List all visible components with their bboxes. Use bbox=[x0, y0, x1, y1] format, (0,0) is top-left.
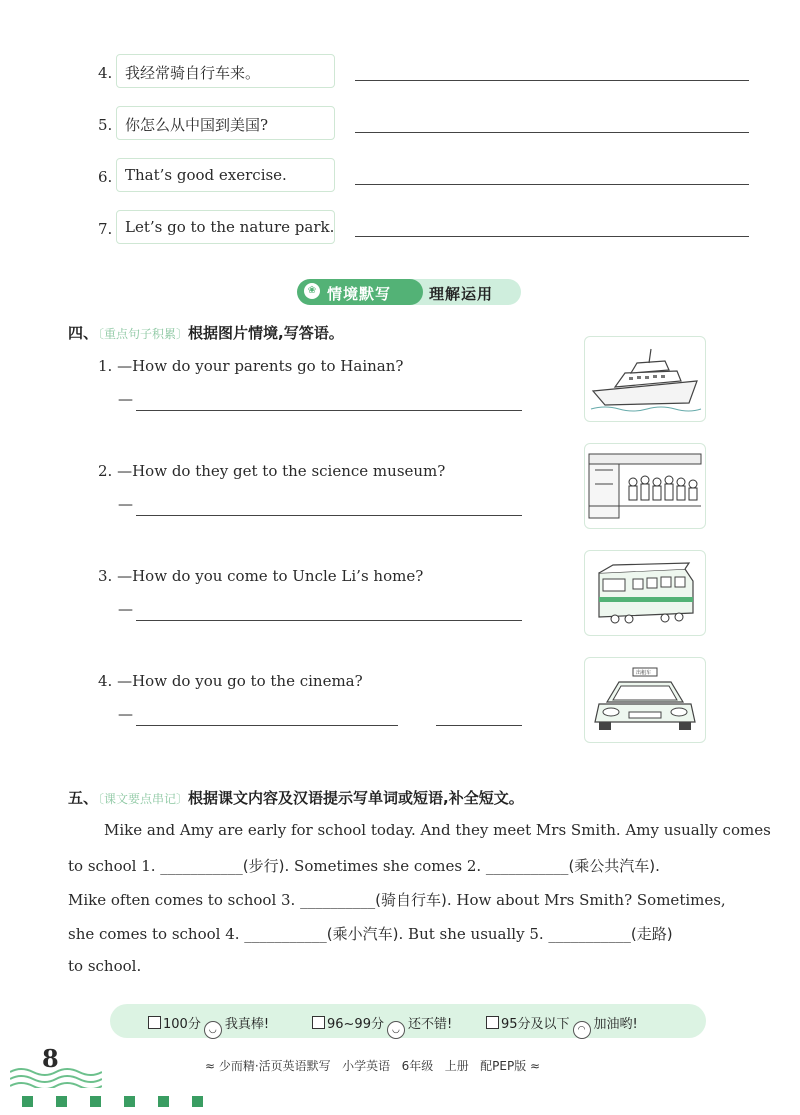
footer-series: ≈ 少而精·活页英语默写 bbox=[205, 1059, 331, 1073]
answer-line[interactable] bbox=[355, 184, 749, 185]
footer-square bbox=[158, 1096, 169, 1107]
banner-title-pill bbox=[297, 279, 423, 305]
section5-heading bbox=[68, 787, 524, 808]
passage-line-2 bbox=[68, 855, 660, 876]
footer-square bbox=[192, 1096, 203, 1107]
footer-grade: 6年级 bbox=[401, 1059, 434, 1073]
checkbox[interactable] bbox=[312, 1016, 325, 1029]
question-1 bbox=[98, 357, 403, 375]
footer-square bbox=[22, 1096, 33, 1107]
footer-edition: 配PEP版 ≈ bbox=[480, 1059, 541, 1073]
item-number: 6. bbox=[98, 168, 113, 186]
score-range: 96~99分 bbox=[327, 1017, 384, 1032]
footer-term: 上册 bbox=[444, 1059, 469, 1073]
footer-square bbox=[90, 1096, 101, 1107]
section4-heading bbox=[68, 322, 344, 343]
section4-instruction: 根据图片情境,写答语。 bbox=[188, 324, 344, 342]
score-bar bbox=[110, 1004, 706, 1038]
score-comment: 我真棒! bbox=[224, 1017, 270, 1032]
question-2 bbox=[98, 462, 445, 480]
answer-line[interactable] bbox=[136, 410, 522, 411]
train-picture bbox=[584, 550, 706, 636]
happy-face-icon: ◡ bbox=[204, 1021, 222, 1039]
train-illustration bbox=[585, 551, 705, 635]
score-option-1[interactable] bbox=[148, 1013, 269, 1039]
answer-line[interactable] bbox=[136, 725, 398, 726]
footer-subject: 小学英语 bbox=[342, 1059, 391, 1073]
answer-line[interactable] bbox=[136, 620, 522, 621]
section4-tag: 〔重点句子积累〕 bbox=[98, 327, 189, 341]
hint-4: (乘小汽车) bbox=[326, 925, 399, 943]
blank-1[interactable]: to school 1. ___________ bbox=[68, 857, 243, 875]
blank-4[interactable]: she comes to school 4. ___________ bbox=[68, 925, 327, 943]
answer-line[interactable] bbox=[136, 515, 522, 516]
smile-face-icon: ◡ bbox=[387, 1021, 405, 1039]
passage-line-5: to school. bbox=[68, 957, 142, 975]
blank-2[interactable]: . Sometimes she comes 2. ___________ bbox=[284, 857, 569, 875]
banner-subtitle-box bbox=[411, 279, 521, 305]
question-text: —How do your parents go to Hainan? bbox=[117, 357, 404, 375]
hint-1: (步行) bbox=[242, 857, 285, 875]
item-number: 7. bbox=[98, 220, 113, 238]
taxi-sign: 出租车 bbox=[636, 670, 652, 676]
question-text: —How do you go to the cinema? bbox=[117, 672, 363, 690]
ship-picture bbox=[584, 336, 706, 422]
question-text: —How do they get to the science museum? bbox=[117, 462, 446, 480]
score-comment: 加油哟! bbox=[593, 1017, 638, 1032]
answer-dash: — bbox=[118, 495, 133, 513]
banner-subtitle: 理解运用 bbox=[429, 285, 494, 303]
footer-square bbox=[56, 1096, 67, 1107]
passage-text: . How about Mrs Smith? Sometimes, bbox=[446, 891, 726, 909]
score-range: 100分 bbox=[163, 1017, 201, 1032]
question-number: 2. bbox=[98, 462, 113, 480]
question-4 bbox=[98, 672, 363, 690]
item-number: 5. bbox=[98, 116, 113, 134]
ship-illustration bbox=[585, 337, 705, 421]
question-3 bbox=[98, 567, 423, 585]
score-comment: 还不错! bbox=[407, 1017, 453, 1032]
hint-3: (骑自行车) bbox=[375, 891, 447, 909]
section4-prefix: 四、 bbox=[68, 324, 99, 342]
section5-instruction: 根据课文内容及汉语提示写单词或短语,补全短文。 bbox=[188, 789, 524, 807]
score-option-3[interactable] bbox=[486, 1013, 638, 1039]
footer-info bbox=[205, 1057, 540, 1074]
score-option-2[interactable] bbox=[312, 1013, 452, 1039]
blank-3[interactable]: Mike often comes to school 3. __________ bbox=[68, 891, 376, 909]
page-number: 8 bbox=[42, 1044, 59, 1073]
flower-icon: ❀ bbox=[304, 283, 320, 299]
sentence-box: That’s good exercise. bbox=[116, 158, 335, 192]
answer-dash: — bbox=[118, 705, 133, 723]
checkbox[interactable] bbox=[486, 1016, 499, 1029]
answer-line[interactable] bbox=[355, 236, 749, 237]
question-text: —How do you come to Uncle Li’s home? bbox=[117, 567, 424, 585]
answer-dash: — bbox=[118, 390, 133, 408]
sentence-box: Let’s go to the nature park. bbox=[116, 210, 335, 244]
passage-line-4 bbox=[68, 923, 673, 944]
checkbox[interactable] bbox=[148, 1016, 161, 1029]
passage-line-1: Mike and Amy are early for school today. And they meet Mrs Smith. Amy usually comes bbox=[104, 821, 771, 839]
item-number: 4. bbox=[98, 64, 113, 82]
sentence-box: 你怎么从中国到美国? bbox=[116, 106, 335, 140]
answer-line[interactable] bbox=[355, 80, 749, 81]
score-range: 95分及以下 bbox=[501, 1017, 570, 1032]
footer-square bbox=[124, 1096, 135, 1107]
period: . bbox=[655, 857, 660, 875]
subway-illustration bbox=[585, 444, 705, 528]
question-number: 1. bbox=[98, 357, 113, 375]
answer-line[interactable] bbox=[355, 132, 749, 133]
cheer-face-icon: ◠ bbox=[573, 1021, 591, 1039]
blank-5[interactable]: . But she usually 5. ___________ bbox=[398, 925, 631, 943]
taxi-picture bbox=[584, 657, 706, 743]
answer-dash: — bbox=[118, 600, 133, 618]
answer-line[interactable] bbox=[436, 725, 522, 726]
question-number: 4. bbox=[98, 672, 113, 690]
subway-picture bbox=[584, 443, 706, 529]
passage-line-3 bbox=[68, 889, 726, 910]
section5-prefix: 五、 bbox=[68, 789, 99, 807]
banner-title: 情境默写 bbox=[327, 285, 392, 303]
question-number: 3. bbox=[98, 567, 113, 585]
hint-5: (走路) bbox=[630, 925, 673, 943]
section5-tag: 〔课文要点串记〕 bbox=[98, 792, 189, 806]
hint-2: (乘公共汽车) bbox=[568, 857, 656, 875]
sentence-box: 我经常骑自行车来。 bbox=[116, 54, 335, 88]
